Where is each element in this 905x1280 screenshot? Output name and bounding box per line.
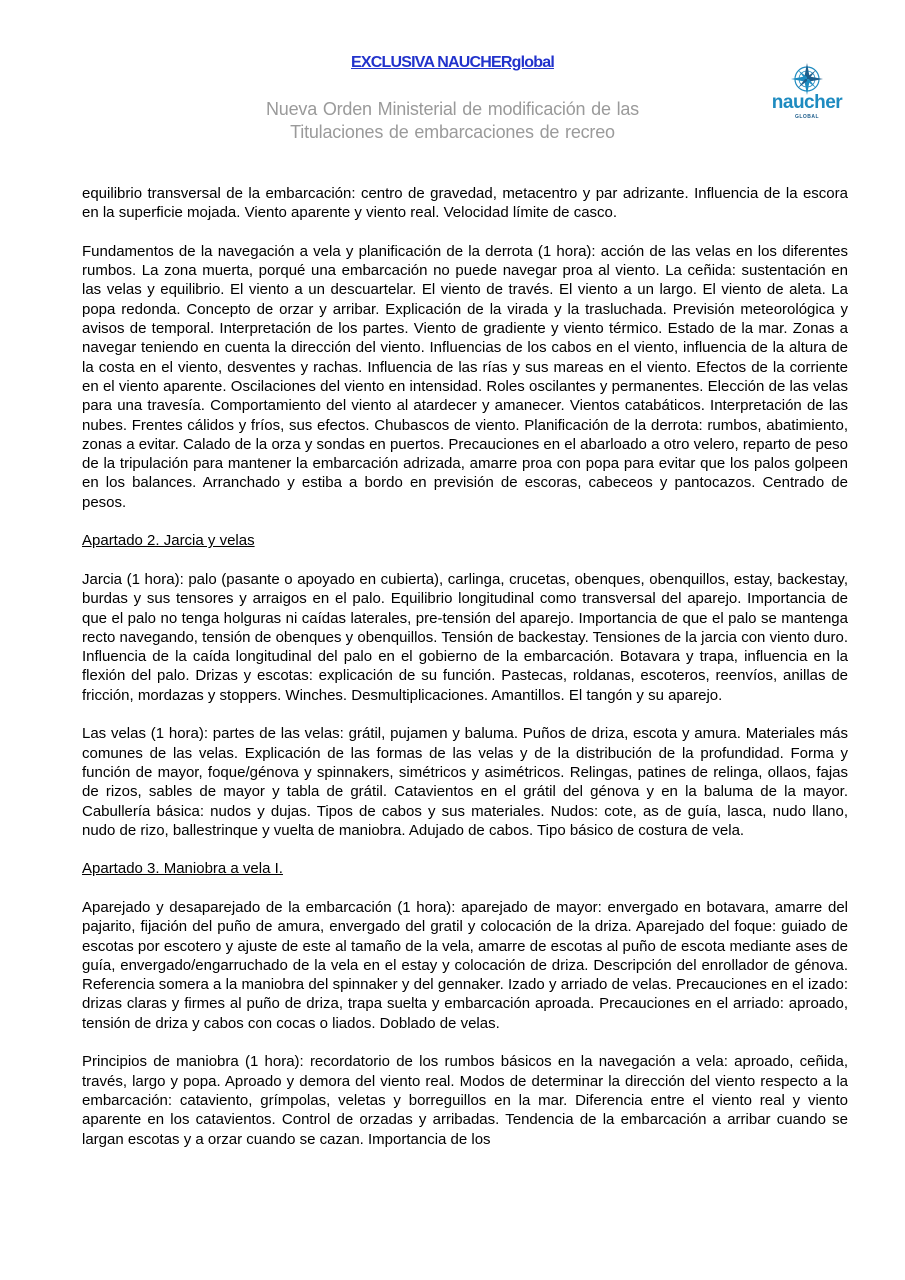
section-heading: Apartado 3. Maniobra a vela I. — [82, 860, 283, 878]
paragraph: Principios de maniobra (1 hora): recordatorio de los rumbos básicos en la navegación a vela: aproado, ceñida, través, largo y popa. Aproado y demora del viento real. Modos de determinar la dirección del viento respecto a la embarcación: cataviento, grímpolas, veletas y borreguillos en la mar. Diferencia entre el viento real y viento aparente en los catavientos. Control de orzadas y arribadas. Tendencia de la embarcación a arribar cuando se largan escotas y a orzar cuando se cazan. Importancia de los — [82, 1053, 848, 1148]
naucher-logo — [762, 62, 852, 128]
subtitle-line-2: Titulaciones de embarcaciones de recreo — [290, 122, 615, 142]
exclusive-link[interactable]: EXCLUSIVA NAUCHERglobal — [351, 54, 554, 71]
paragraph: Jarcia (1 hora): palo (pasante o apoyado en cubierta), carlinga, crucetas, obenques, obenquillos, estay, backestay, burdas y sus tensores y arraigos en el palo. Equilibrio longitudinal como transversal del aparejo. Importancia de que el palo no tenga holguras ni caídas laterales, pre-tensión del aparejo. Importancia de que el palo se mantenga recto navegando, tensión de obenques y obenquillos. Tensión de backestay. Tensiones de la jarcia con viento duro. Influencia de la caída longitudinal del palo en el gobierno de la embarcación. Botavara y trapa, influencia en la flexión del palo. Drizas y escotas: explicación de su función. Pastecas, roldanas, escoteros, reenvíos, anillas de fricción, mordazas y stoppers. Winches. Desmultiplicaciones. Amantillos. El tangón y su aparejo. — [82, 570, 848, 704]
section-heading: Apartado 2. Jarcia y velas — [82, 532, 255, 550]
logo-wordmark: naucher — [771, 92, 843, 113]
compass-rose-icon — [790, 62, 824, 96]
paragraph: equilibrio transversal de la embarcación: centro de gravedad, metacentro y par adrizante. Influencia de la escora en la superficie mojada. Viento aparente y viento real. Velocidad límite de casco. — [82, 185, 848, 222]
document-body — [82, 184, 848, 1168]
paragraph: Las velas (1 hora): partes de las velas: grátil, pujamen y baluma. Puños de driza, escota y amura. Materiales más comunes de las velas. Explicación de las formas de las velas y de la distribución de la profundidad. Forma y función de mayor, foque/génova y spinnakers, simétricos y asimétricos. Relingas, patines de relinga, ollaos, fajas de rizos, sables de mayor y tabla de grátil. Catavientos en el grátil del génova y en la baluma de la mayor. Cabullería básica: nudos y dujas. Tipos de cabos y sus materiales. Nudos: cote, as de guía, lasca, nudo llano, nudo de rizo, ballestrinque y vuelta de maniobra. Adujado de cabos. Tipo básico de costura de vela. — [82, 725, 848, 839]
logo-subtext: GLOBAL — [794, 114, 820, 120]
paragraph: Aparejado y desaparejado de la embarcación (1 hora): aparejado de mayor: envergado en botavara, amarre del pajarito, fijación del puño de amura, envergado del gratil y colocación de la driza. Aparejado del foque: guiado de escotas por escotero y ajuste de este al tamaño de la vela, amarre de escotas al puño de escota mediante ases de guía, envergado/engarruchado de la vela en el estay y colocación de driza. Descripción del enrollador de génova. Referencia somera a la maniobra del spinnaker y del gennaker. Izado y arriado de velas. Precauciones en el izado: drizas claras y firmes al puño de driza, trapa suelta y embarcación aproada. Precauciones en el arriado: aproado, tensión de driza y cabos con cocas o liados. Doblado de velas. — [82, 898, 848, 1032]
paragraph: Fundamentos de la navegación a vela y planificación de la derrota (1 hora): acción de las velas en los diferentes rumbos. La zona muerta, porqué una embarcación no puede navegar proa al viento. La ceñida: sustentación en las velas y equilibrio. El viento a un descuartelar. El viento de través. El viento a un largo. El viento de aleta. La popa redonda. Concepto de orzar y arribar. Explicación de la virada y la trasluchada. Previsión meteorológica y avisos de temporal. Interpretación de los partes. Viento de gradiente y viento térmico. Estado de la mar. Zonas a navegar teniendo en cuenta la dirección del viento. Influencias de los cabos en el viento, influencia de la altura de la costa en el viento, desventes y rachas. Influencia de las rías y sus mareas en el viento. Efectos de la corriente en el viento aparente. Oscilaciones del viento en intensidad. Roles oscilantes y permanentes. Elección de las velas para una travesía. Comportamiento del viento al atardecer y amanecer. Vientos catabáticos. Interpretación de las nubes. Frentes cálidos y fríos, sus efectos. Chubascos de viento. Planificación de la derrota: rumbos, abatimiento, zonas a evitar. Calado de la orza y sondas en puertos. Precauciones en el abarloado a otro velero, reparto de peso de la tripulación para mantener la embarcación adrizada, amarre proa con popa para evitar que los palos golpeen en los balances. Arranchado y estiba a bordo en previsión de escoras, cabeceos y pantocazos. Centrado de pesos. — [82, 242, 848, 511]
subtitle-line-1: Nueva Orden Ministerial de modificación de las — [266, 99, 639, 119]
